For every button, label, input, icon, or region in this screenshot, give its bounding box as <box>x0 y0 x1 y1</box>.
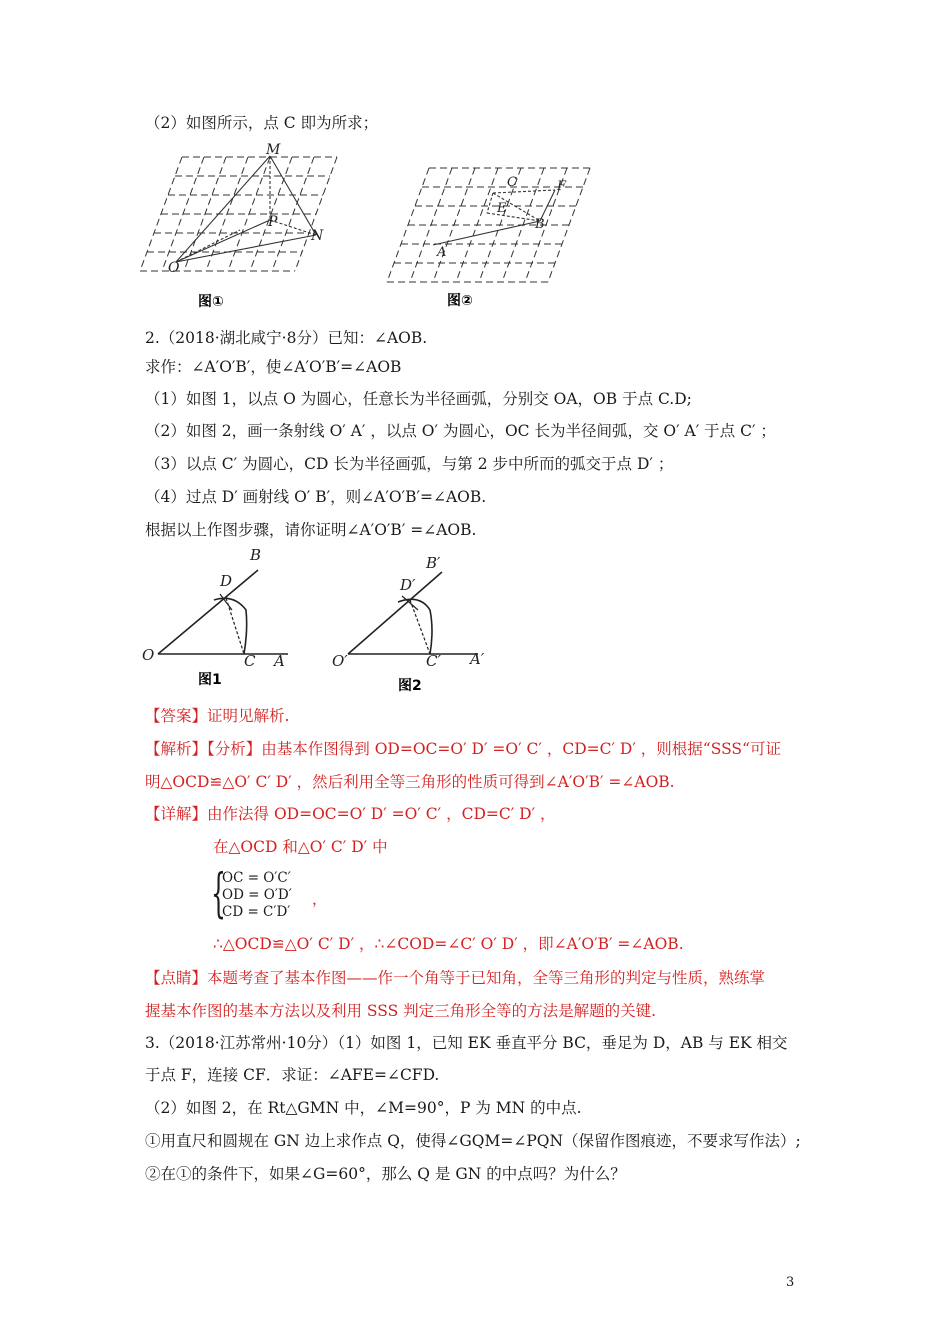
system-brace: { <box>211 864 226 924</box>
analysis-line-1 <box>145 738 781 760</box>
question-2-step-1: （1）如图 1，以点 O 为圆心，任意长为半径画弧，分别交 OA，OB 于点 C.D; <box>145 390 692 408</box>
label-p: P <box>268 214 278 230</box>
label-a-prime: A′ <box>470 650 485 668</box>
answer-line <box>145 705 289 727</box>
question-3-line-2: 于点 F，连接 CF．求证：∠AFE=∠CFD. <box>145 1066 440 1084</box>
label-d-prime: D′ <box>400 576 416 594</box>
label-d: D <box>220 572 233 590</box>
equation-row: CD = C′D′ <box>222 904 291 920</box>
question-2-ask: 求作：∠A′O′B′，使∠A′O′B′=∠AOB <box>145 358 402 376</box>
analysis-text-1: 由基本作图得到 OD=OC=O′ D′ =O′ C′ ，CD=C′ D′ ，则根据“SSS“可证 <box>261 740 781 758</box>
question-3-line-5: ②在①的条件下，如果∠G=60°，那么 Q 是 GN 的中点吗？为什么？ <box>145 1165 626 1183</box>
question-2-step-2: （2）如图 2，画一条射线 O′ A′ ，以点 O′ 为圆心，OC 长为半径间弧，交 O′ A′ 于点 C′ ； <box>145 422 776 440</box>
label-c-prime: C′ <box>426 652 441 670</box>
equation-row: OD = O′D′ <box>222 887 292 903</box>
figure-1-caption: 图1 <box>198 672 222 688</box>
system-comma: ， <box>312 890 328 908</box>
angle-figure-1 <box>140 548 300 693</box>
angle-figure-2 <box>330 548 500 698</box>
analysis-tag: 【解析】【分析】 <box>145 740 262 758</box>
question-3-line-1: 3.（2018·江苏常州·10分）（1）如图 1，已知 EK 垂直平分 BC，垂足为 D，AB 与 EK 相交 <box>145 1034 788 1052</box>
comment-line-1 <box>145 967 765 989</box>
answer-text: 证明见解析. <box>207 707 290 725</box>
part2-intro: （2）如图所示，点 C 即为所求； <box>145 114 379 132</box>
equation-row: OC = O′C′ <box>222 870 291 886</box>
label-b: B <box>250 548 262 564</box>
grid-figure-1 <box>140 140 355 315</box>
label-m: M <box>266 142 281 158</box>
label-n: N <box>311 228 324 244</box>
analysis-line-2: 明△OCD≌△O′ C′ D′ ，然后利用全等三角形的性质可得到∠A′O′B′ =∠AOB. <box>145 773 675 791</box>
page-number: 3 <box>786 1275 795 1290</box>
label-o-prime: O′ <box>332 652 348 670</box>
figure-1-caption: 图① <box>198 294 224 310</box>
figure-2-caption: 图② <box>447 293 473 309</box>
label-a: A <box>437 245 447 260</box>
question-3-line-3: （2）如图 2，在 Rt△GMN 中，∠M=90°，P 为 MN 的中点. <box>145 1099 582 1117</box>
detail-tag: 【详解】 <box>145 805 208 823</box>
question-2-prove: 根据以上作图步骤，请你证明∠A′O′B′ =∠AOB. <box>145 521 477 539</box>
detail-text-1: 由作法得 OD=OC=O′ D′ =O′ C′ ，CD=C′ D′ ， <box>207 805 556 823</box>
comment-line-2: 握基本作图的基本方法以及利用 SSS 判定三角形全等的方法是解题的关键. <box>145 1002 657 1020</box>
question-2-step-3: （3）以点 C′ 为圆心，CD 长为半径画弧，与第 2 步中所而的弧交于点 D′ ； <box>145 455 674 473</box>
equation-system <box>222 870 292 921</box>
comment-tag: 【点睛】 <box>145 969 208 987</box>
label-c: C <box>507 175 517 190</box>
answer-tag: 【答案】 <box>145 707 208 725</box>
label-f: F <box>557 179 567 194</box>
conclusion-line: ∴△OCD≌△O′ C′ D′ ，∴∠COD=∠C′ O′ D′ ，即∠A′O′B′ =∠AOB. <box>213 935 684 953</box>
detail-line-2: 在△OCD 和△O′ C′ D′ 中 <box>213 838 388 856</box>
label-e: E <box>497 201 507 216</box>
detail-line-1 <box>145 803 556 825</box>
figure-2-caption: 图2 <box>398 678 422 694</box>
label-b-prime: B′ <box>426 554 441 572</box>
comment-text-1: 本题考查了基本作图——作一个角等于已知角，全等三角形的判定与性质，熟练掌 <box>207 969 766 987</box>
question-2-step-4: （4）过点 D′ 画射线 O′ B′，则∠A′O′B′=∠AOB. <box>145 488 487 506</box>
grid-figure-2 <box>385 150 600 315</box>
question-3-line-4: ①用直尺和圆规在 GN 边上求作点 Q，使得∠GQM=∠PQN（保留作图痕迹，不要求写作法）; <box>145 1132 801 1150</box>
question-2-header: 2.（2018·湖北咸宁·8分）已知：∠AOB. <box>145 329 428 347</box>
label-c: C <box>244 652 256 670</box>
label-o: O <box>168 260 180 276</box>
label-o: O <box>142 646 155 664</box>
label-b: B <box>535 217 545 232</box>
label-a: A <box>274 652 285 670</box>
